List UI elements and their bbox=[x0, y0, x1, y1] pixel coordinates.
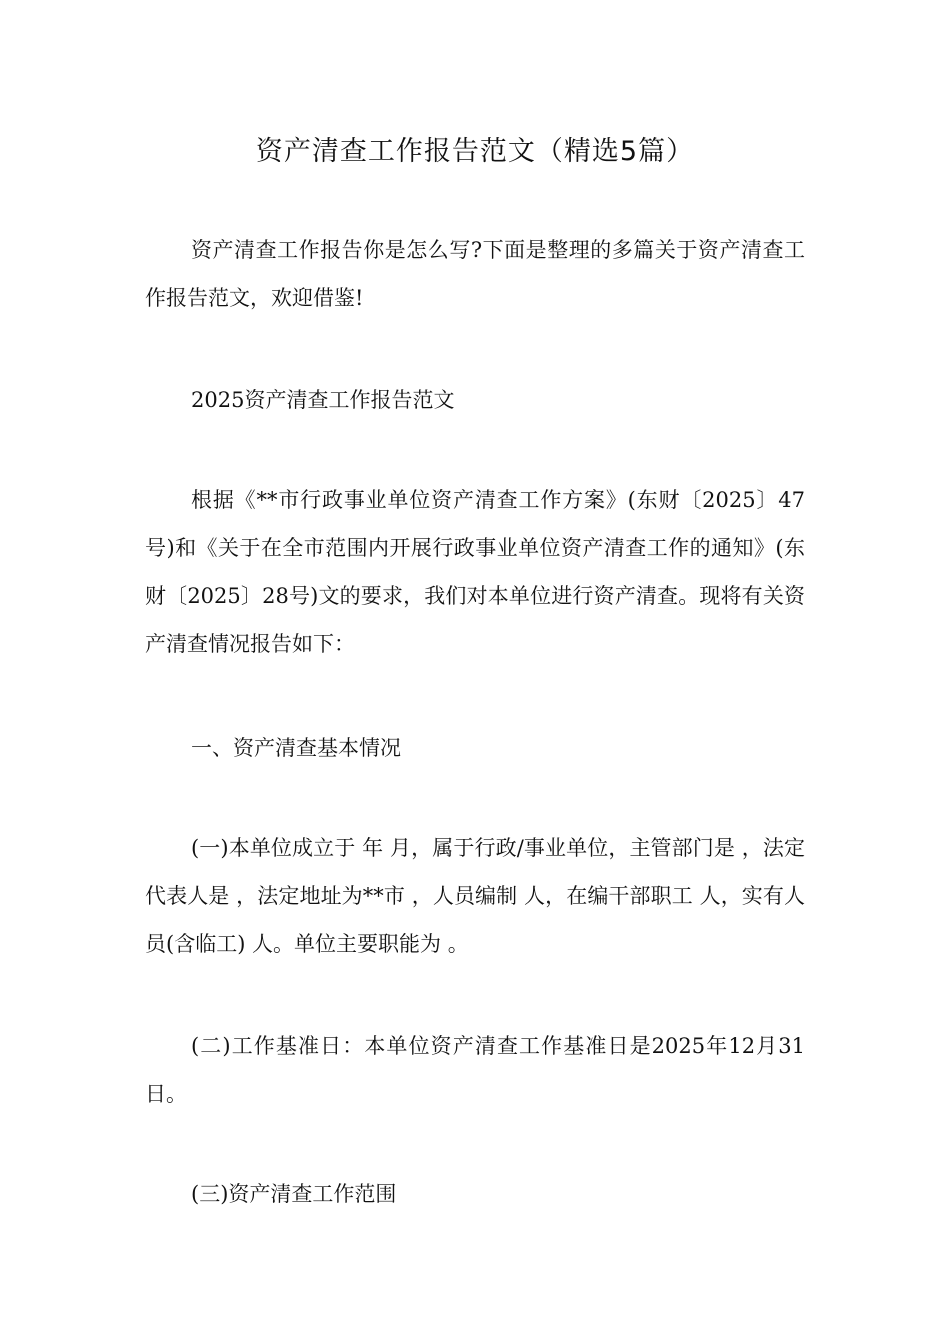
section-heading-basic-info: 一、资产清查基本情况 bbox=[191, 736, 401, 760]
document-title: 资产清查工作报告范文（精选5篇） bbox=[255, 136, 695, 167]
basis-paragraph: 根据《**市行政事业单位资产清查工作方案》(东财〔2025〕47号)和《关于在全市范围内开展行政事业单位资产清查工作的通知》(东财〔2025〕28号)文的要求，我们对本单位进行资产清查。现将有关资产清查情况报告如下： bbox=[145, 488, 805, 656]
unit-info-paragraph: (一)本单位成立于 年 月，属于行政/事业单位，主管部门是 ，法定代表人是 ，法定地址为**市 ，人员编制 人，在编干部职工 人，实有人员(含临工) 人。单位主要职能为 。 bbox=[145, 836, 805, 956]
intro-paragraph: 资产清查工作报告你是怎么写?下面是整理的多篇关于资产清查工作报告范文，欢迎借鉴! bbox=[145, 238, 805, 310]
base-date-paragraph: (二)工作基准日：本单位资产清查工作基准日是2025年12月31日。 bbox=[145, 1034, 805, 1106]
section-heading-2025-report: 2025资产清查工作报告范文 bbox=[191, 388, 455, 412]
section-heading-scope: (三)资产清查工作范围 bbox=[191, 1182, 397, 1206]
